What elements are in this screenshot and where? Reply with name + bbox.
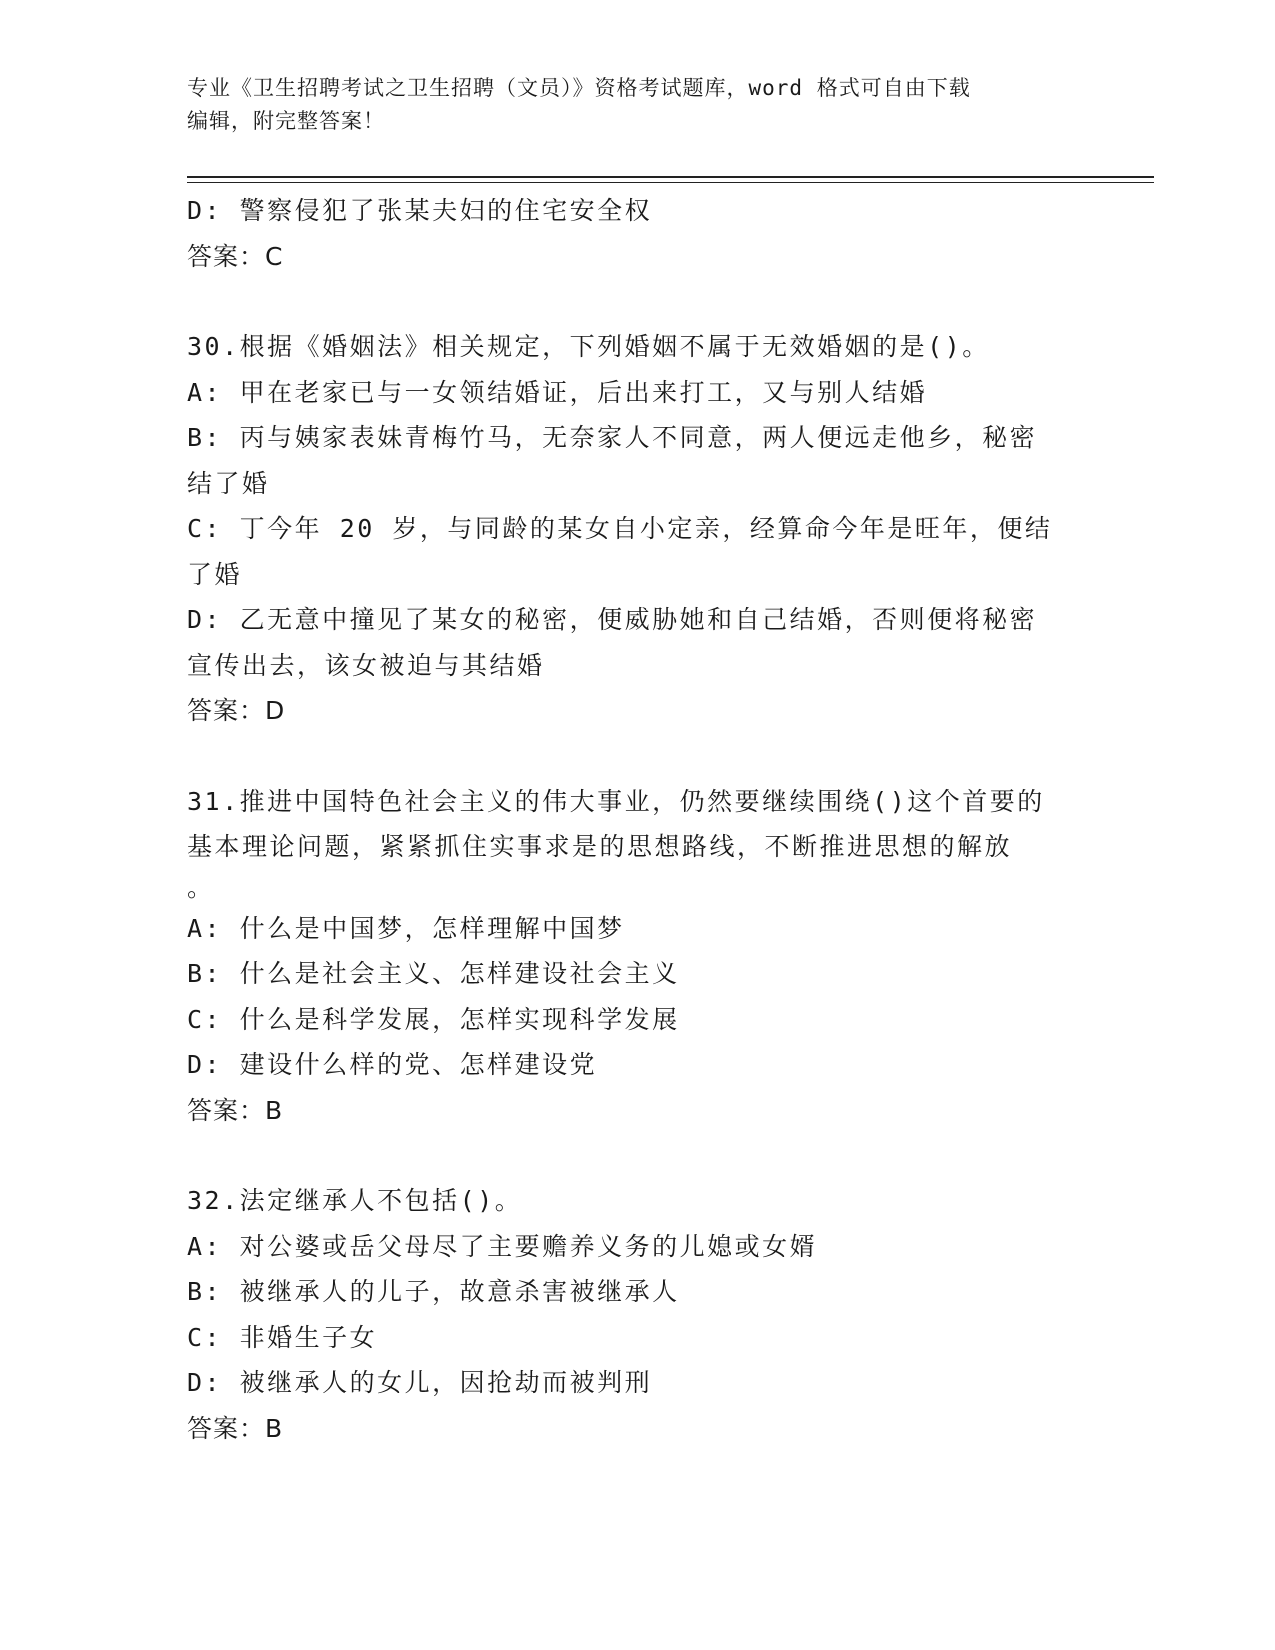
header-divider-thick — [187, 176, 1154, 178]
previous-question-tail — [187, 188, 1067, 279]
question-stem: 31.推进中国特色社会主义的伟大事业，仍然要继续围绕()这个首要的 — [187, 786, 1045, 816]
answer: 答案：B — [187, 1413, 284, 1443]
header-line-2: 编辑，附完整答案！ — [187, 109, 385, 133]
header-line-1: 专业《卫生招聘考试之卫生招聘（文员）》资格考试题库，word 格式可自由下载 — [187, 76, 971, 100]
option-d: D: 建设什么样的党、怎样建设党 — [187, 1050, 598, 1079]
option-b: B: 被继承人的儿子，故意杀害被继承人 — [187, 1277, 680, 1306]
answer: 答案：B — [187, 1095, 284, 1125]
option-d: D: 警察侵犯了张某夫妇的住宅安全权 — [187, 196, 653, 225]
header-divider-thin — [187, 182, 1154, 183]
option-d: D: 乙无意中撞见了某女的秘密，便威胁她和自己结婚，否则便将秘密 — [187, 605, 1038, 634]
document-header — [187, 72, 1067, 138]
option-c: C: 什么是科学发展，怎样实现科学发展 — [187, 1004, 680, 1034]
option-d-continued: 宣传出去，该女被迫与其结婚 — [187, 650, 545, 680]
option-c-continued: 了婚 — [187, 559, 243, 589]
question-32 — [187, 1178, 1067, 1451]
question-31 — [187, 779, 1067, 1134]
option-a: A: 甲在老家已与一女领结婚证，后出来打工，又与别人结婚 — [187, 377, 928, 407]
option-d: D: 被继承人的女儿，因抢劫而被判刑 — [187, 1368, 653, 1397]
question-30 — [187, 324, 1067, 734]
spacer — [187, 734, 1067, 779]
option-b: B: 什么是社会主义、怎样建设社会主义 — [187, 959, 680, 988]
answer: 答案：C — [187, 241, 284, 271]
document-body — [187, 188, 1067, 1451]
option-a: A: 对公婆或岳父母尽了主要赡养义务的儿媳或女婿 — [187, 1231, 818, 1261]
option-c: C: 丁今年 20 岁，与同龄的某女自小定亲，经算命今年是旺年，便结 — [187, 514, 1053, 543]
question-stem-continued: 基本理论问题，紧紧抓住实事求是的思想路线，不断推进思想的解放 — [187, 832, 1013, 861]
option-b-continued: 结了婚 — [187, 468, 270, 498]
question-stem: 30.根据《婚姻法》相关规定，下列婚姻不属于无效婚姻的是()。 — [187, 332, 990, 361]
answer: 答案：D — [187, 696, 286, 725]
option-a: A: 什么是中国梦，怎样理解中国梦 — [187, 913, 625, 943]
question-stem: 32.法定继承人不包括()。 — [187, 1186, 523, 1215]
spacer — [187, 279, 1067, 324]
option-c: C: 非婚生子女 — [187, 1322, 378, 1352]
spacer — [187, 1133, 1067, 1178]
question-stem-end: 。 — [187, 872, 215, 902]
option-b: B: 丙与姨家表妹青梅竹马，无奈家人不同意，两人便远走他乡，秘密 — [187, 423, 1038, 452]
